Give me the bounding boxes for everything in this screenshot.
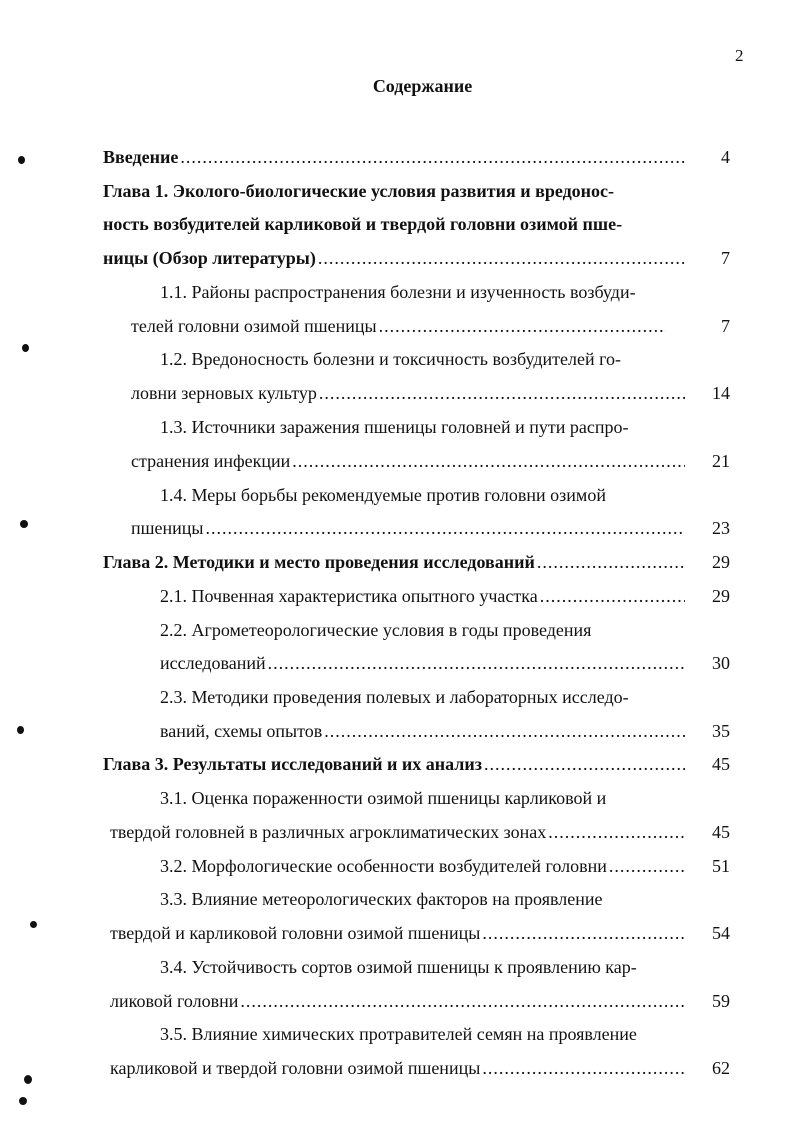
toc-entry-text: твердой головней в различных агроклиматических зонах [110,822,547,842]
toc-entry-chapter-2[interactable] [103,551,685,573]
toc-entry-section-3-5-line-2 [110,1057,685,1079]
toc-entry-section-3-3[interactable]: 3.3. Влияние метеорологических факторов на проявление [160,889,603,909]
dot-leader [548,821,685,843]
dot-leader [318,247,685,269]
toc-page-number: 45 [712,822,730,842]
scan-mark [18,156,25,164]
toc-entry-section-2-2[interactable]: 2.2. Агрометеорологические условия в годы проведения [160,620,592,640]
dot-leader [205,517,685,539]
toc-entry-section-1-2-line-2 [131,382,685,404]
scan-mark [20,520,28,528]
toc-entry-text: Глава 3. Результаты исследований и их анализ [103,754,482,774]
toc-page-number: 7 [721,316,730,336]
toc-entry-chapter-1-line-3 [103,247,685,269]
toc-entry-section-3-5[interactable]: 3.5. Влияние химических протравителей семян на проявление [160,1024,637,1044]
toc-page-number: 51 [712,856,730,876]
toc-entry-section-3-4[interactable]: 3.4. Устойчивость сортов озимой пшеницы к проявлению кар- [160,957,637,977]
dot-leader [292,450,685,472]
toc-entry-section-3-2[interactable] [160,855,685,877]
toc-entry-section-3-3-line-2 [110,922,685,944]
toc-page-number: 59 [712,991,730,1011]
dot-leader [379,315,666,337]
dot-leader [324,720,685,742]
toc-entry-text: ницы (Обзор литературы) [103,248,316,268]
toc-entry-text: ловни зерновых культур [131,383,317,403]
toc-entry-section-2-1[interactable] [160,585,685,607]
toc-entry-chapter-1-line-2: ность возбудителей карликовой и твердой головни озимой пше- [103,214,623,234]
dot-leader [609,855,685,877]
toc-page-number: 29 [712,552,730,572]
dot-leader [540,585,685,607]
toc-entry-section-2-3[interactable]: 2.3. Методики проведения полевых и лабораторных исследо- [160,687,629,707]
toc-page-number: 62 [712,1058,730,1078]
toc-entry-section-2-3-line-2 [160,720,685,742]
toc-entry-text: твердой и карликовой головни озимой пшеницы [110,923,481,943]
toc-page-number: 21 [712,451,730,471]
toc-entry-introduction[interactable] [103,146,685,168]
toc-page-number: 54 [712,923,730,943]
page-title: Содержание [372,76,473,96]
toc-entry-section-3-1[interactable]: 3.1. Оценка пораженности озимой пшеницы карликовой и [160,788,607,808]
toc-entry-section-1-4-line-2 [131,517,685,539]
toc-entry-section-1-1-line-2 [131,315,666,337]
toc-page-number: 35 [712,721,730,741]
dot-leader [484,753,685,775]
scan-mark [24,1075,32,1084]
toc-entry-text: странения инфекции [131,451,291,471]
toc-entry-text: карликовой и твердой головни озимой пшеницы [110,1058,481,1078]
dot-leader [240,990,685,1012]
toc-page-number: 29 [712,586,730,606]
toc-page-number: 4 [721,147,730,167]
dot-leader [319,382,685,404]
toc-entry-chapter-3[interactable] [103,753,685,775]
dot-leader [537,551,685,573]
toc-entry-section-1-2[interactable]: 1.2. Вредоносность болезни и токсичность возбудителей го- [160,349,622,369]
toc-entry-text: 3.2. Морфологические особенности возбудителей головни [160,856,607,876]
scan-mark [19,1097,27,1105]
toc-entry-section-3-4-line-2 [110,990,685,1012]
toc-entry-section-1-3-line-2 [131,450,685,472]
toc-page-number: 14 [712,383,730,403]
scan-mark [30,921,37,928]
toc-page-number: 45 [712,754,730,774]
dot-leader [482,1057,685,1079]
toc-entry-chapter-1[interactable]: Глава 1. Эколого-биологические условия развития и вредонос- [103,181,615,201]
toc-entry-text: ваний, схемы опытов [160,721,323,741]
toc-entry-section-1-3[interactable]: 1.3. Источники заражения пшеницы головней и пути распро- [160,417,629,437]
toc-entry-text: 2.1. Почвенная характеристика опытного участка [160,586,538,606]
toc-entry-text: исследований [160,653,266,673]
toc-entry-text: Введение [103,147,179,167]
scan-mark [22,344,29,352]
toc-entry-section-2-2-line-2 [160,652,685,674]
page-number: 2 [735,46,744,65]
dot-leader [268,652,685,674]
toc-entry-section-1-1[interactable]: 1.1. Районы распространения болезни и изученность возбуди- [160,282,636,302]
toc-entry-text: ликовой головни [110,991,239,1011]
toc-entry-text: пшеницы [131,518,204,538]
toc-entry-text: телей головни озимой пшеницы [131,316,377,336]
toc-entry-text: Глава 2. Методики и место проведения исследований [103,552,535,572]
dot-leader [180,146,685,168]
toc-entry-section-1-4[interactable]: 1.4. Меры борьбы рекомендуемые против головни озимой [160,485,606,505]
scan-mark [17,726,24,734]
toc-entry-section-3-1-line-2 [110,821,685,843]
toc-page-number: 30 [712,653,730,673]
toc-page-number: 7 [721,248,730,268]
toc-page-number: 23 [712,518,730,538]
dot-leader [482,922,685,944]
